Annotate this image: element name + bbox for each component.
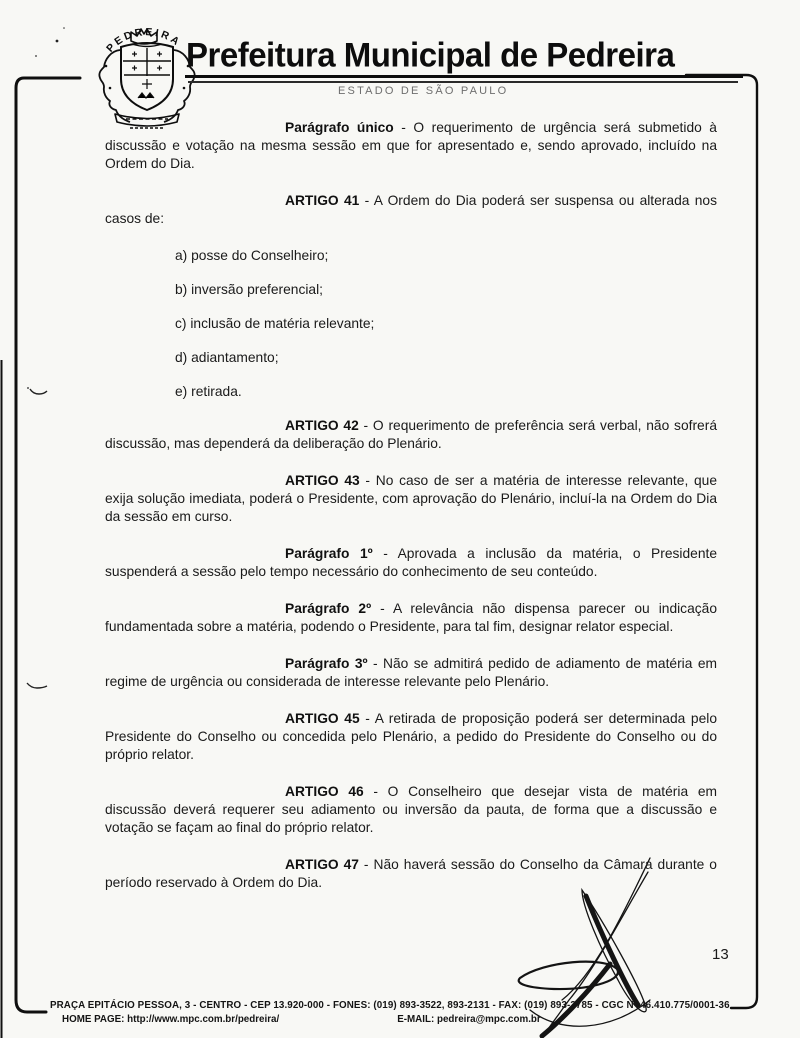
paragraph-label: ARTIGO 41 <box>285 193 360 208</box>
paragraph-label: ARTIGO 45 <box>285 711 360 726</box>
paragraph-text: - A Ordem do Dia poderá ser suspensa ou alterada nos casos de: <box>105 193 717 226</box>
paragraph-text: - O Conselheiro que desejar vista de matéria em discussão deverá requerer seu adiamento ou inversão da pauta, de forma que a discussão e votação se façam ao final do próprio relator. <box>105 784 717 835</box>
paragraph-label: Parágrafo 3º <box>285 656 368 671</box>
paragraph-paragrafo-1 <box>105 545 717 581</box>
paragraph-text: - Aprovada a inclusão da matéria, o Presidente suspenderá a sessão pelo tempo necessário do conhecimento de seu conteúdo. <box>105 546 717 579</box>
paragraph-artigo-42 <box>105 417 717 453</box>
page-title: Prefeitura Municipal de Pedreira <box>186 35 675 74</box>
list-item: b) inversão preferencial; <box>175 282 324 297</box>
margin-tick-marks <box>27 387 47 688</box>
document-body <box>105 119 717 911</box>
svg-text:PEDREIRA: PEDREIRA <box>104 26 184 55</box>
paragraph-label: ARTIGO 47 <box>285 857 359 872</box>
footer-homepage <box>62 1014 279 1025</box>
list-item: c) inclusão de matéria relevante; <box>175 316 375 331</box>
paragraph-artigo-41 <box>105 192 717 228</box>
paragraph-paragrafo-unico <box>105 119 717 173</box>
title-underline-thin <box>188 81 738 83</box>
footer-address-line: PRAÇA EPITÁCIO PESSOA, 3 - CENTRO - CEP 13.920-000 - FONES: (019) 893-3522, 893-2131 - FAX: (019) 893-3785 - CGC Nº 46.410.775/0001-36 <box>50 1000 730 1011</box>
paragraph-text: - Não se admitirá pedido de adiamento de matéria em regime de urgência ou considerada de interesse relevante pelo Plenário. <box>105 656 717 689</box>
paragraph-text: - O requerimento de urgência será submetido à discussão e votação na mesma sessão em que for apresentado e, sendo aprovado, incluído na Ordem do Dia. <box>105 120 717 171</box>
paragraph-paragrafo-3 <box>105 655 717 691</box>
paragraph-text: - A retirada de proposição poderá ser determinada pelo Presidente do Conselho ou concedida pelo Plenário, a pedido do Presidente do Conselho ou do próprio relator. <box>105 711 717 762</box>
paragraph-artigo-46 <box>105 783 717 837</box>
list-item: e) retirada. <box>175 384 242 399</box>
paragraph-paragrafo-2 <box>105 600 717 636</box>
footer-email <box>397 1014 541 1025</box>
paragraph-text: - A relevância não dispensa parecer ou indicação fundamentada sobre a matéria, podendo o Presidente, para tal fim, designar relator especial. <box>105 601 717 634</box>
paragraph-label: Parágrafo 2º <box>285 601 372 616</box>
footer-email-address: pedreira@mpc.com.br <box>436 1014 541 1025</box>
page-number: 13 <box>712 946 729 963</box>
footer-email-label: E-MAIL: <box>397 1014 435 1025</box>
paragraph-label: ARTIGO 46 <box>285 784 364 799</box>
paragraph-text: - O requerimento de preferência será verbal, não sofrerá discussão, mas dependerá da deliberação do Plenário. <box>105 418 717 451</box>
state-subtitle: ESTADO DE SÃO PAULO <box>338 85 509 97</box>
paragraph-text: - Não haverá sessão do Conselho da Câmara durante o período reservado à Ordem do Dia. <box>105 857 717 890</box>
paragraph-label: ARTIGO 43 <box>285 473 360 488</box>
paragraph-artigo-45 <box>105 710 717 764</box>
paragraph-artigo-43 <box>105 472 717 526</box>
paragraph-label: Parágrafo único <box>285 120 394 135</box>
footer-homepage-label: HOME PAGE: <box>62 1014 125 1025</box>
paragraph-text: - No caso de ser a matéria de interesse relevante, que exija solução imediata, poderá o Presidente, com aprovação do Plenário, incluí-la na Ordem do Dia da sessão em curso. <box>105 473 717 524</box>
paragraph-label: Parágrafo 1º <box>285 546 373 561</box>
footer-homepage-url: http://www.mpc.com.br/pedreira/ <box>127 1014 280 1025</box>
title-underline <box>185 75 743 78</box>
lettered-list <box>175 247 717 401</box>
list-item: d) adiantamento; <box>175 350 279 365</box>
paragraph-label: ARTIGO 42 <box>285 418 359 433</box>
list-item: a) posse do Conselheiro; <box>175 248 329 263</box>
footer <box>50 1000 750 1025</box>
